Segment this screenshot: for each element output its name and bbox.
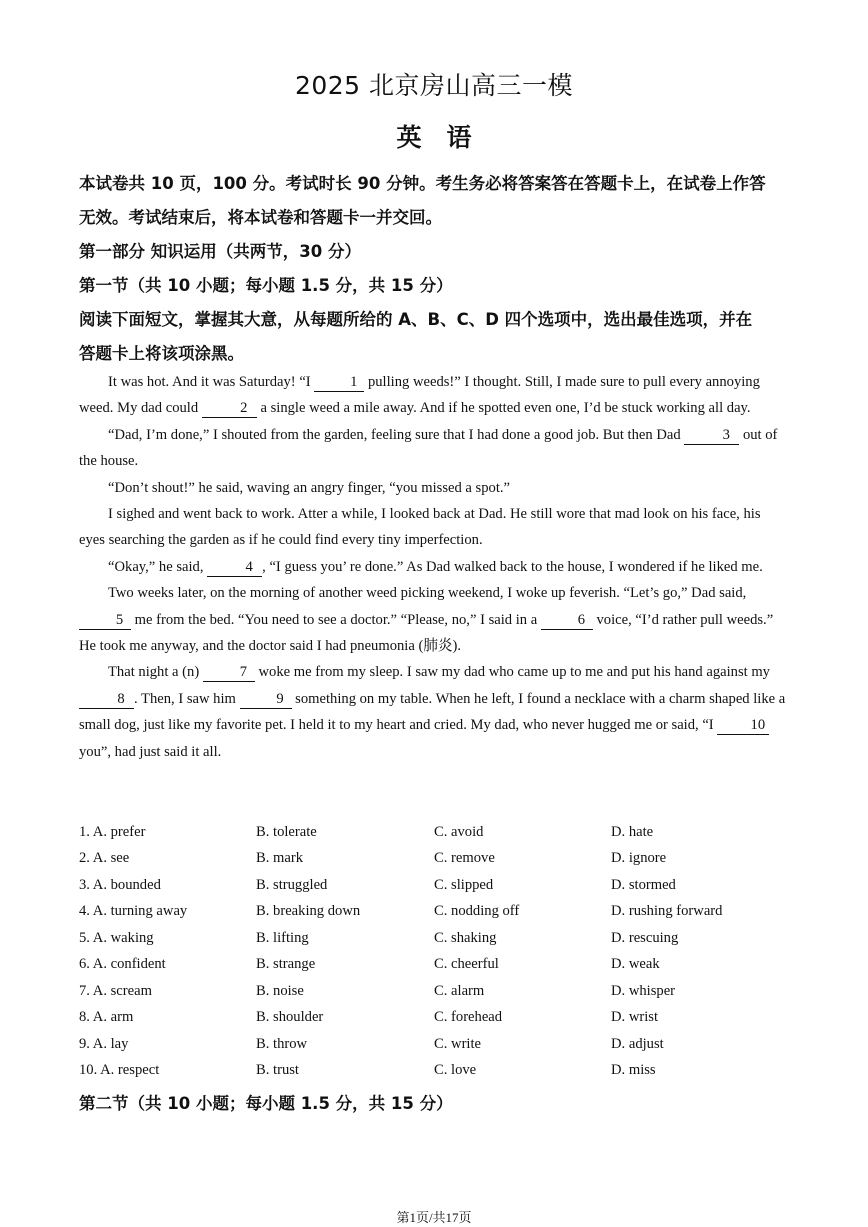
text: out of the house. [79, 426, 778, 470]
text: something on my table. When he left, I found a necklace with a charm shaped like a small dog, just like my favorite pet. I held it to my heart and cried. My dad, who never hugged me or said, “I [79, 690, 786, 734]
option-d: D. hate [611, 824, 654, 840]
text: Two weeks later, on the morning of another weed picking weekend, I woke up feverish. “Let’s go,” Dad said, [108, 585, 747, 602]
text: “Dad, I’m done,” I shouted from the garden, feeling sure that I had done a good job. But then Dad [108, 426, 685, 443]
paragraph-5 [79, 554, 787, 580]
cloze-passage [79, 369, 787, 765]
text: pulling weeds!” I thought. Still, I made sure to pull every annoying weed. My dad could [79, 374, 760, 417]
option-c: C. nodding off [434, 903, 520, 919]
option-c: C. cheerful [434, 956, 499, 972]
text: woke me from my sleep. I saw my dad who came up to me and put his hand against my [254, 664, 770, 681]
option-a: 2. A. see [79, 850, 130, 866]
option-d: D. whisper [611, 983, 676, 999]
option-row [79, 850, 791, 876]
blank-2: 2 [202, 400, 257, 418]
text: you”, had just said it all. [79, 743, 222, 760]
option-c: C. slipped [434, 877, 494, 893]
text: That night a (n) [108, 664, 203, 681]
directions-line-1: 阅读下面短文，掌握其大意，从每题所给的 A、B、C、D 四个选项中，选出最佳选项，并在 [79, 310, 753, 329]
blank-9: 9 [240, 691, 292, 709]
option-b: B. struggled [256, 877, 328, 893]
text: me from the bed. “You need to see a doctor.” “Please, no,” I said in a [131, 611, 541, 628]
option-a: 8. A. arm [79, 1009, 134, 1025]
option-row [79, 1036, 791, 1062]
option-a: 10. A. respect [79, 1062, 160, 1078]
option-a: 9. A. lay [79, 1036, 129, 1052]
option-c: C. shaking [434, 930, 497, 946]
blank-1: 1 [314, 374, 364, 392]
text: . Then, I saw him [134, 690, 240, 707]
option-row [79, 956, 791, 982]
option-a: 4. A. turning away [79, 903, 188, 919]
option-row [79, 1062, 791, 1088]
option-c: C. alarm [434, 983, 485, 999]
part-heading: 第一部分 知识运用（共两节，30 分） [79, 242, 361, 261]
option-b: B. throw [256, 1036, 308, 1052]
option-a: 3. A. bounded [79, 877, 161, 893]
blank-5: 5 [79, 612, 131, 630]
option-b: B. trust [256, 1062, 299, 1078]
option-a: 1. A. prefer [79, 824, 146, 840]
paragraph-2 [79, 422, 787, 475]
option-b: B. breaking down [256, 903, 361, 919]
option-row [79, 903, 791, 929]
option-c: C. write [434, 1036, 482, 1052]
blank-8: 8 [79, 691, 134, 709]
option-d: D. stormed [611, 877, 676, 893]
option-b: B. shoulder [256, 1009, 324, 1025]
option-a: 5. A. waking [79, 930, 154, 946]
paragraph-7 [79, 659, 787, 765]
option-b: B. lifting [256, 930, 309, 946]
option-d: D. weak [611, 956, 660, 972]
option-c: C. love [434, 1062, 477, 1078]
blank-3: 3 [684, 427, 739, 445]
option-row [79, 877, 791, 903]
text: , “I guess you’ re done.” As Dad walked back to the house, I wondered if he liked me. [262, 558, 763, 575]
option-d: D. wrist [611, 1009, 659, 1025]
option-c: C. remove [434, 850, 495, 866]
blank-7: 7 [203, 664, 255, 682]
option-c: C. avoid [434, 824, 484, 840]
option-d: D. rushing forward [611, 903, 723, 919]
text: voice, “I’d rather pull weeds.” He took me anyway, and the doctor said I had pneumonia (肺炎). [79, 611, 774, 655]
page-title: 2025 北京房山高三一模 [294, 71, 574, 100]
option-b: B. mark [256, 850, 304, 866]
intro-line-1: 本试卷共 10 页，100 分。考试时长 90 分钟。考生务必将答案答在答题卡上，在试卷上作答 [79, 174, 766, 193]
section-2-heading: 第二节（共 10 小题；每小题 1.5 分，共 15 分） [79, 1094, 453, 1113]
paragraph-4: I sighed and went back to work. Atter a while, I looked back at Dad. He still wore that mad look on his face, his eyes searching the garden as if he could find every tiny imperfection. [79, 506, 761, 549]
paragraph-1 [79, 369, 787, 422]
option-row [79, 983, 791, 1009]
page-number: 第1页/共17页 [396, 1210, 472, 1225]
option-row [79, 930, 791, 956]
option-c: C. forehead [434, 1009, 503, 1025]
option-row [79, 824, 791, 850]
option-a: 6. A. confident [79, 956, 166, 972]
section-heading: 第一节（共 10 小题；每小题 1.5 分，共 15 分） [79, 276, 453, 295]
option-b: B. tolerate [256, 824, 317, 840]
blank-6: 6 [541, 612, 593, 630]
option-d: D. rescuing [611, 930, 679, 946]
text: a single weed a mile away. And if he spotted even one, I’d be stuck working all day. [256, 400, 751, 417]
option-d: D. miss [611, 1062, 656, 1078]
option-row [79, 1009, 791, 1035]
option-b: B. strange [256, 956, 316, 972]
option-b: B. noise [256, 983, 304, 999]
directions-line-2: 答题卡上将该项涂黑。 [79, 344, 244, 363]
text: It was hot. And it was Saturday! “I [108, 374, 315, 390]
option-d: D. adjust [611, 1036, 664, 1052]
blank-10: 10 [717, 717, 769, 735]
blank-4: 4 [207, 559, 262, 577]
intro-line-2: 无效。考试结束后，将本试卷和答题卡一并交回。 [79, 208, 442, 227]
subject-title: 英 语 [396, 123, 472, 152]
option-d: D. ignore [611, 850, 667, 866]
paragraph-6 [79, 580, 787, 659]
paragraph-3: “Don’t shout!” he said, waving an angry finger, “you missed a spot.” [108, 479, 510, 496]
text: “Okay,” he said, [108, 558, 208, 575]
option-a: 7. A. scream [79, 983, 152, 999]
